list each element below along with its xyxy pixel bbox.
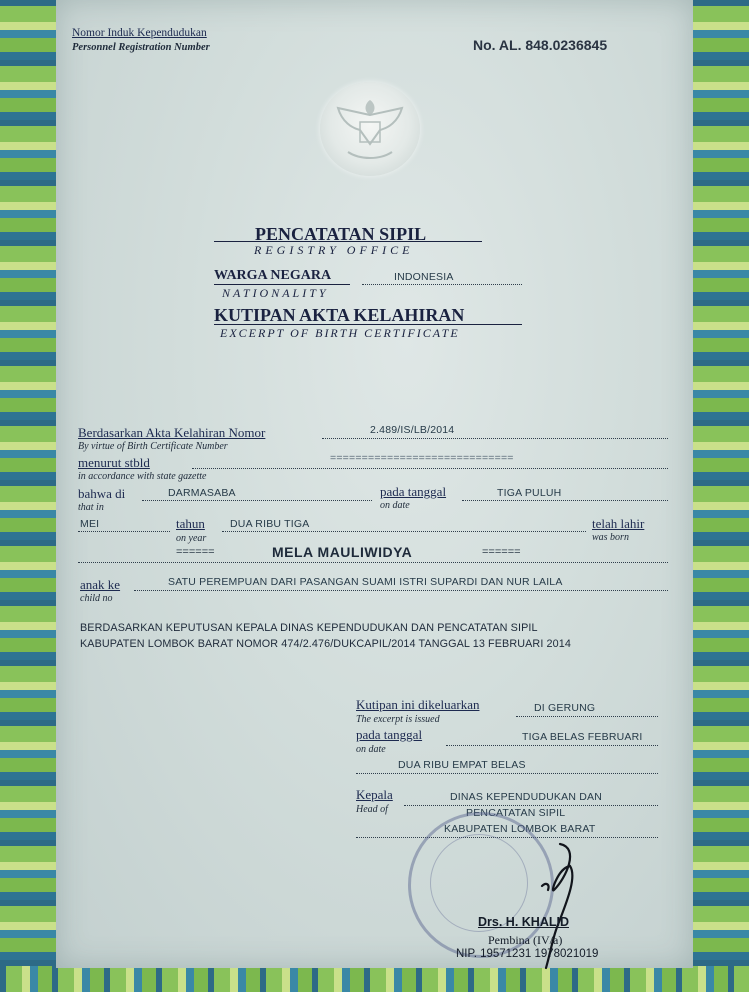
child-order-label: anak ke xyxy=(80,577,121,592)
stbld-value: ============================= xyxy=(330,452,514,464)
place-label-en: that in xyxy=(78,502,104,513)
place-label: bahwa di xyxy=(78,486,126,501)
head-label-en: Head of xyxy=(356,804,388,815)
right-ornamental-border xyxy=(691,0,749,992)
nationality-rule xyxy=(214,284,350,285)
head-value-1: DINAS KEPENDUDUKAN DAN xyxy=(450,791,603,803)
name-dotted-line xyxy=(78,562,668,563)
nationality-label-en: NATIONALITY xyxy=(222,286,329,300)
month-value: MEI xyxy=(80,518,100,530)
date-label-en: on date xyxy=(380,500,410,511)
decision-line-1: BERDASARKAN KEPUTUSAN KEPALA DINAS KEPENDUDUKAN DAN PENCATATAN SIPIL xyxy=(80,622,538,634)
place-dotted-line xyxy=(142,500,372,501)
year-value: DUA RIBU TIGA xyxy=(230,518,310,530)
certificate-number: No. AL. 848.0236845 xyxy=(473,37,608,53)
head-label: Kepala xyxy=(356,787,393,802)
stbld-label-en: in accordance with state gazette xyxy=(78,471,207,482)
decision-line-2: KABUPATEN LOMBOK BARAT NOMOR 474/2.476/DUKCAPIL/2014 TANGGAL 13 FEBRUARI 2014 xyxy=(80,638,571,650)
born-label-en: was born xyxy=(592,532,629,543)
issue-date-value-2: DUA RIBU EMPAT BELAS xyxy=(398,759,526,771)
issue-date-value-1: TIGA BELAS FEBRUARI xyxy=(522,731,643,743)
date-label: pada tanggal xyxy=(380,484,447,499)
document-title-rule xyxy=(214,324,522,325)
document-title-en: EXCERPT OF BIRTH CERTIFICATE xyxy=(220,326,460,340)
document-title: KUTIPAN AKTA KELAHIRAN xyxy=(214,305,465,325)
nationality-dotted-line xyxy=(362,284,522,285)
bottom-ornamental-border xyxy=(0,966,749,992)
month-dotted-line xyxy=(78,531,170,532)
registry-title: PENCATATAN SIPIL xyxy=(255,224,427,244)
nationality-value: INDONESIA xyxy=(394,271,454,283)
issue-date-label: pada tanggal xyxy=(356,727,423,742)
head-dotted-line-1 xyxy=(404,805,658,806)
year-dotted-line xyxy=(222,531,586,532)
issue-date-dotted-line-1 xyxy=(446,745,658,746)
child-order-dotted-line xyxy=(134,590,668,591)
issue-date-label-en: on date xyxy=(356,744,386,755)
place-value: DARMASABA xyxy=(168,487,236,499)
stbld-label: menurut stbld xyxy=(78,455,150,470)
issued-label: Kutipan ini dikeluarkan xyxy=(356,697,480,712)
stbld-dotted-line xyxy=(192,468,668,469)
child-name: MELA MAULIWIDYA xyxy=(272,544,413,560)
nationality-label: WARGA NEGARA xyxy=(214,268,332,283)
cert-number-value: 2.489/IS/LB/2014 xyxy=(370,424,455,436)
signatory-nip: NIP. 19571231 1978021019 xyxy=(456,948,599,960)
nik-label-en: Personnel Registration Number xyxy=(72,42,210,53)
head-value-3: KABUPATEN LOMBOK BARAT xyxy=(444,823,596,835)
signatory-rank: Pembina (IV/a) xyxy=(488,933,563,947)
issued-value: DI GERUNG xyxy=(534,702,596,714)
date-value: TIGA PULUH xyxy=(497,487,562,499)
child-order-value: SATU PEREMPUAN DARI PASANGAN SUAMI ISTRI SUPARDI DAN NUR LAILA xyxy=(168,576,563,588)
registry-title-en: REGISTRY OFFICE xyxy=(254,243,414,257)
born-label: telah lahir xyxy=(592,516,645,531)
garuda-emblem-icon xyxy=(320,82,420,176)
left-ornamental-border xyxy=(0,0,56,992)
head-value-2: PENCATATAN SIPIL xyxy=(466,807,566,819)
issue-date-dotted-line-2 xyxy=(356,773,658,774)
name-right-filler: ====== xyxy=(482,546,521,558)
cert-number-label: Berdasarkan Akta Kelahiran Nomor xyxy=(78,425,266,440)
date-dotted-line xyxy=(462,500,668,501)
signatory-name: Drs. H. KHALID xyxy=(478,915,569,929)
cert-number-dotted-line xyxy=(322,438,668,439)
year-label-en: on year xyxy=(176,533,207,544)
year-label: tahun xyxy=(176,516,205,531)
child-order-label-en: child no xyxy=(80,593,113,604)
nik-label: Nomor Induk Kependudukan xyxy=(72,27,207,39)
cert-number-label-en: By virtue of Birth Certificate Number xyxy=(78,441,228,452)
issued-dotted-line xyxy=(516,716,658,717)
issued-label-en: The excerpt is issued xyxy=(356,714,440,725)
registry-title-rule xyxy=(214,241,482,242)
name-left-filler: ====== xyxy=(176,546,215,558)
